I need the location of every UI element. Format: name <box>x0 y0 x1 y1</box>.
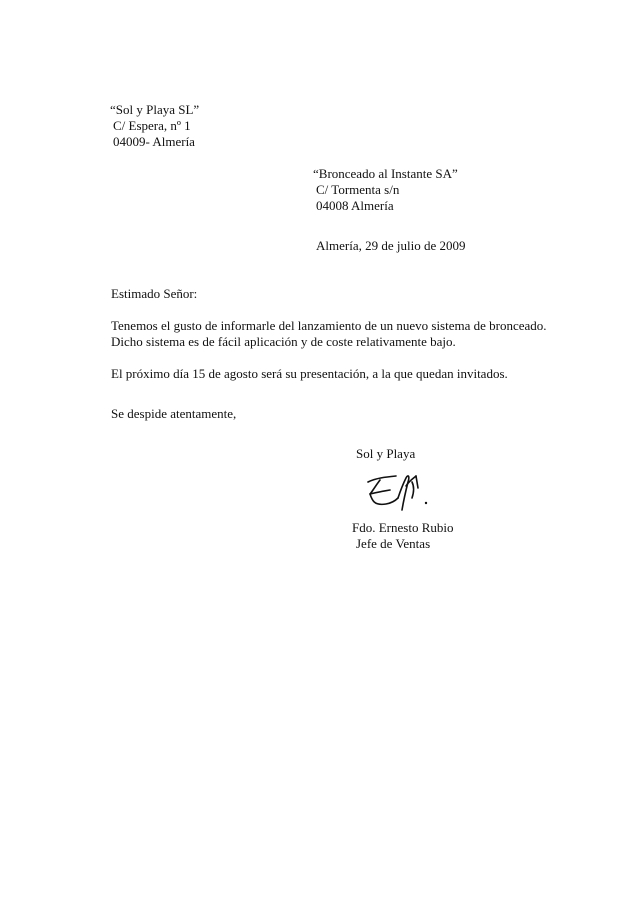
handwritten-signature <box>362 470 432 514</box>
body-paragraph-2: El próximo día 15 de agosto será su presentación, a la que quedan invitados. <box>111 366 508 381</box>
sender-city: 04009- Almería <box>113 134 195 149</box>
letter-date: Almería, 29 de julio de 2009 <box>316 238 466 253</box>
signer-title: Jefe de Ventas <box>356 536 431 551</box>
signature-company: Sol y Playa <box>356 446 416 461</box>
recipient-city: 04008 Almería <box>316 198 394 213</box>
body-paragraph-1-line-1: Tenemos el gusto de informarle del lanzamiento de un nuevo sistema de bronceado. <box>111 318 547 333</box>
body-paragraph-1-line-2: Dicho sistema es de fácil aplicación y de coste relativamente bajo. <box>111 334 456 349</box>
sender-street: C/ Espera, nº 1 <box>113 118 191 133</box>
salutation: Estimado Señor: <box>111 286 198 301</box>
recipient-street: C/ Tormenta s/n <box>316 182 400 197</box>
sender-name: “Sol y Playa SL” <box>110 102 200 117</box>
signer-name: Fdo. Ernesto Rubio <box>352 520 454 535</box>
closing: Se despide atentamente, <box>111 406 237 421</box>
recipient-name: “Bronceado al Instante SA” <box>313 166 458 181</box>
